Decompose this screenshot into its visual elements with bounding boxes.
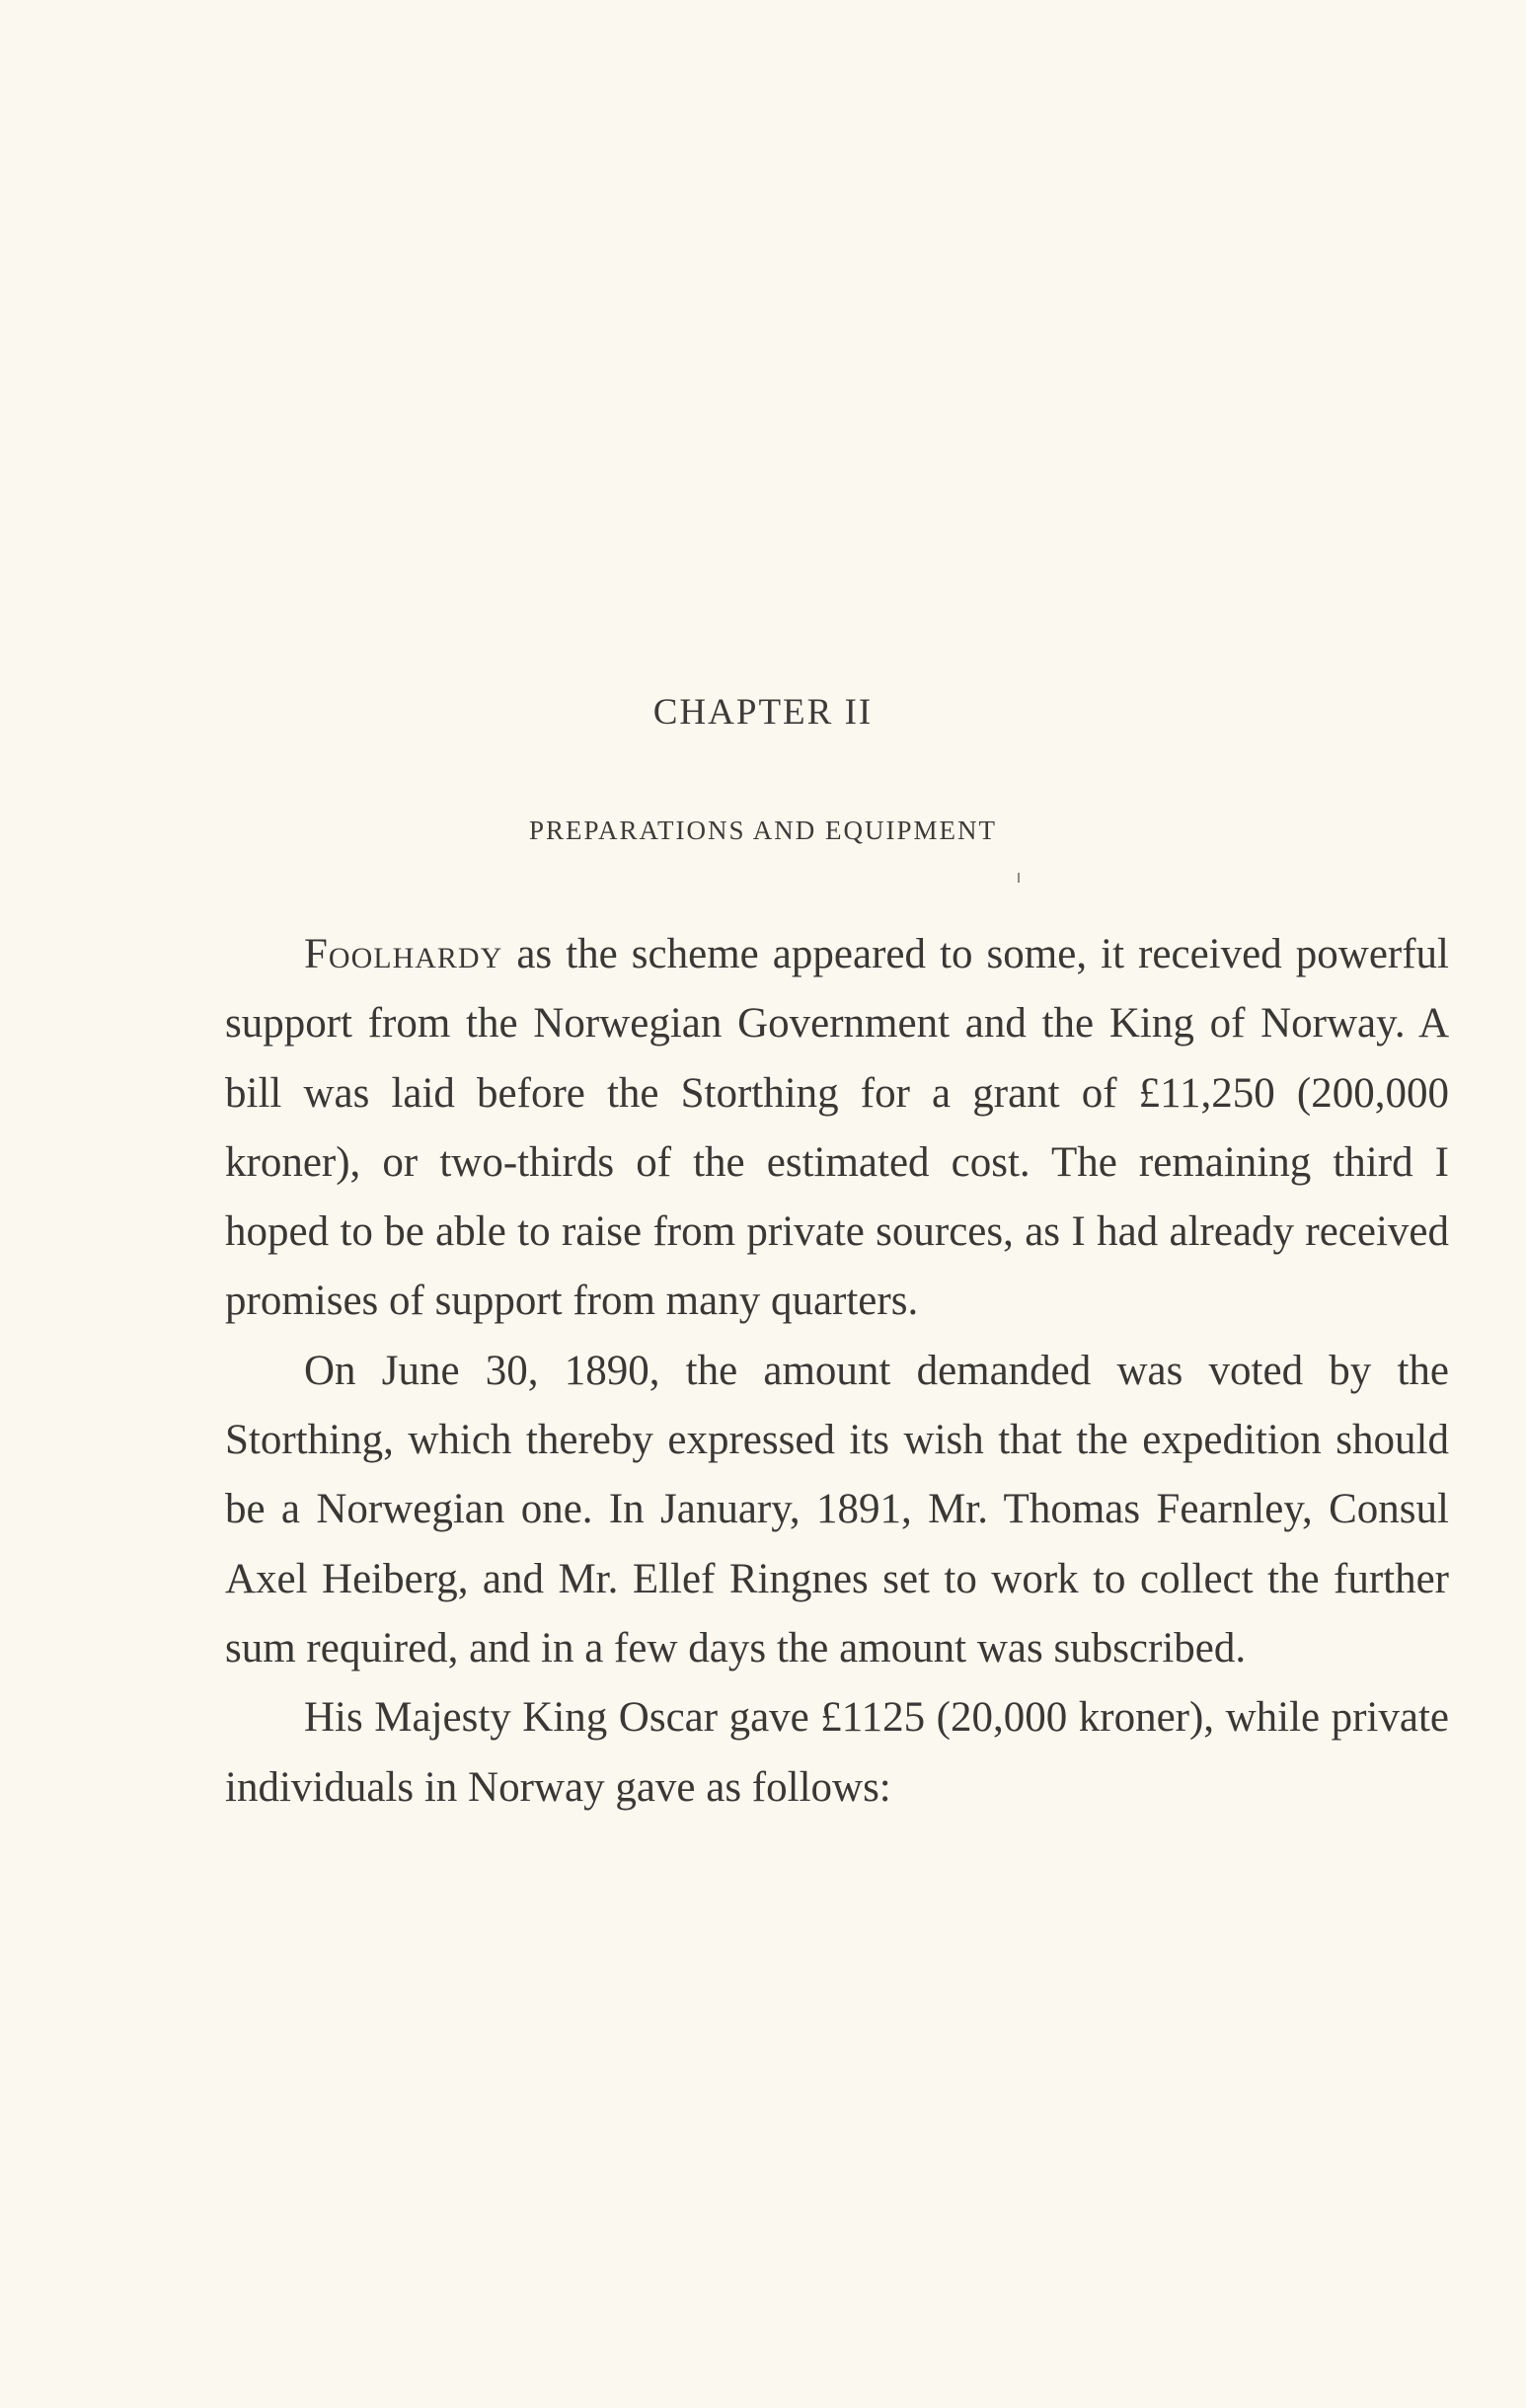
- chapter-subtitle: PREPARATIONS AND EQUIPMENT: [528, 816, 998, 845]
- paragraph-3: His Majesty King Oscar gave £1125 (20,000 kroner), while private individuals in Norway gave as follows:: [225, 1694, 1449, 1811]
- paragraph-2: On June 30, 1890, the amount demanded was voted by the Storthing, which thereby expressed its wish that the expedition should be a Norwegian one. In January, 1891, Mr. Thomas Fearnley, Consul Axel Heiberg, and Mr. Ellef Ringnes set to work to collect the further sum required, and in a few days the amount was subscribed.: [225, 1347, 1449, 1671]
- print-mark: [1018, 873, 1020, 883]
- chapter-title: CHAPTER II: [652, 692, 874, 733]
- paragraph-text: as the scheme appeared to some, it received powerful support from the Norwegian Government and the King of Norway. A bill was laid before the Storthing for a grant of £11,250 (200,000 kroner), or two-thirds of the estimated cost. The remaining third I hoped to be able to raise from private sources, as I had already received promises of support from many quarters.: [225, 931, 1449, 1325]
- chapter-body: [225, 920, 1449, 1823]
- paragraph-lead-word: Foolhardy: [304, 931, 503, 977]
- paragraph-1: [225, 920, 1449, 1337]
